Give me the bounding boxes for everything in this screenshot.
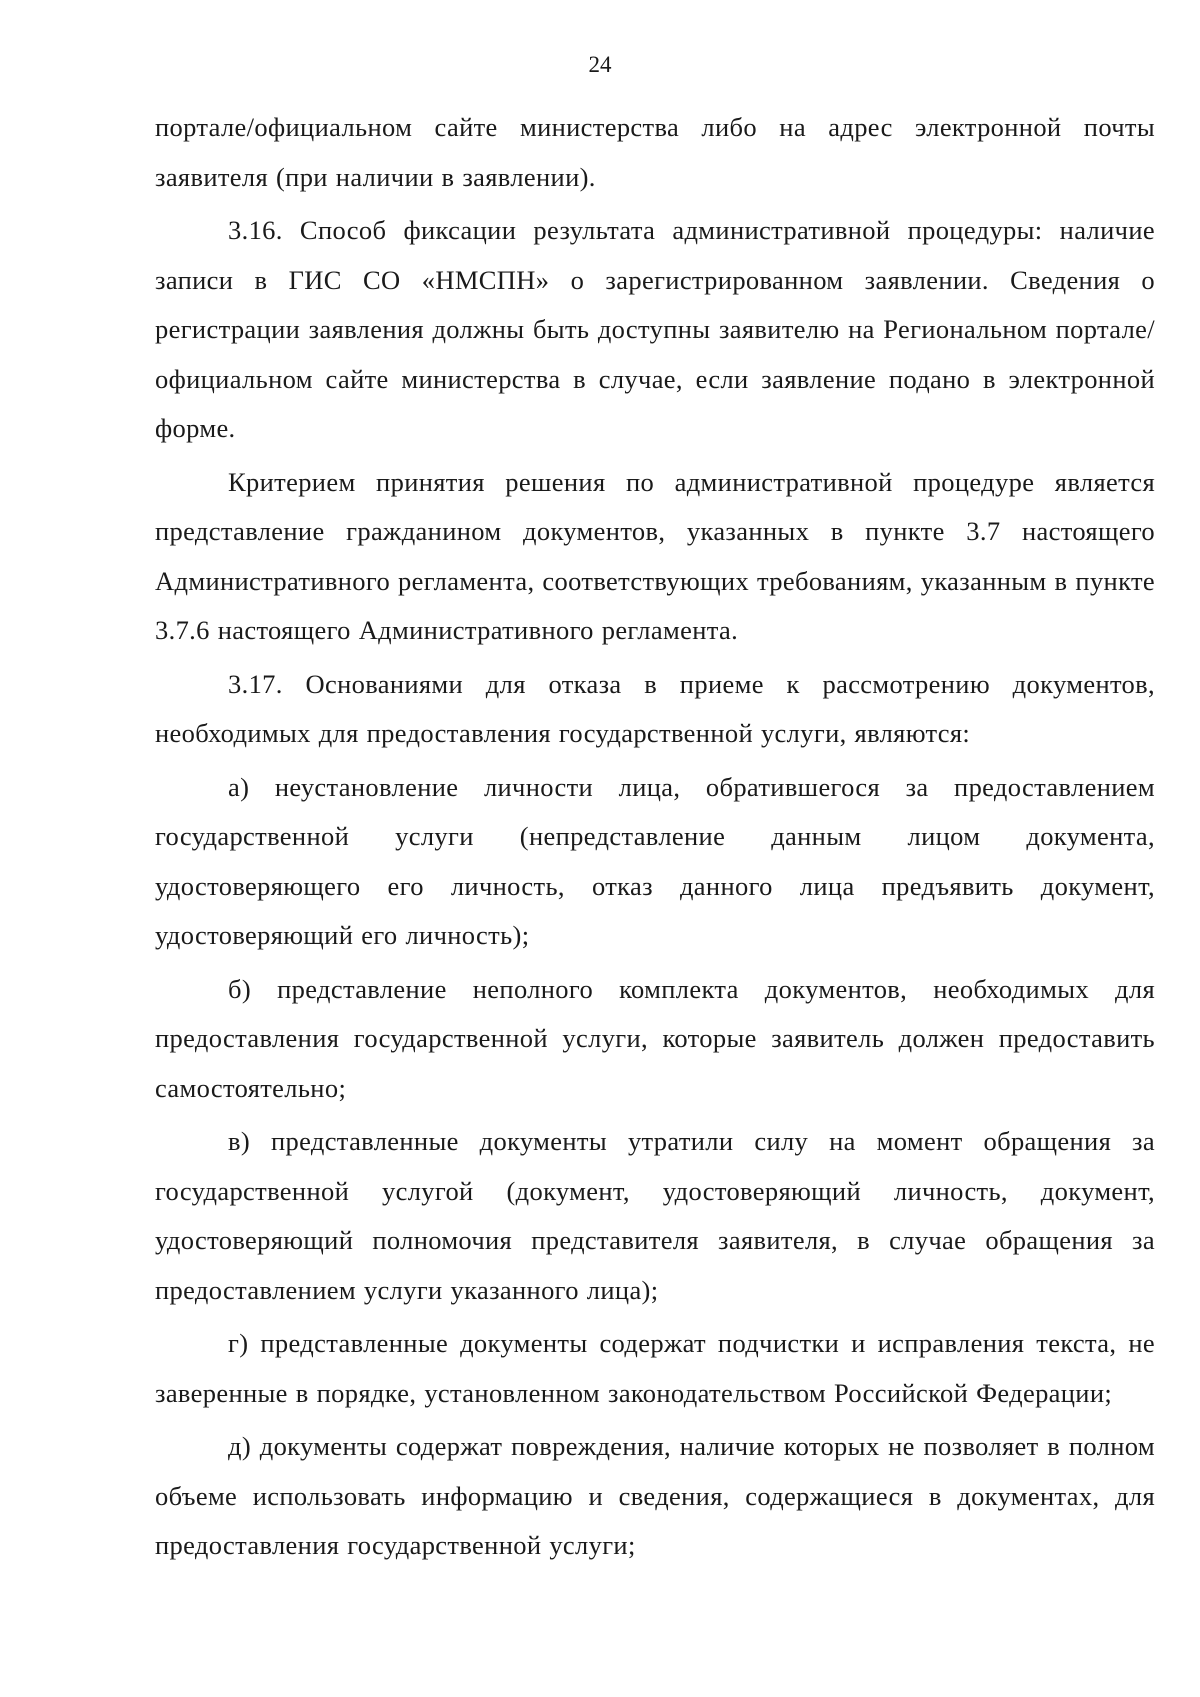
paragraph-continuation: порталe/официальном сайте министерства либо на адрес электронной почты заявителя (при наличии в заявлении). [155, 112, 1155, 192]
paragraph-3-17: 3.17. Основаниями для отказа в приеме к рассмотрению документов, необходимых для предоставления государственной услуги, являются: [155, 668, 1155, 748]
paragraph-decision-criterion: Критерием принятия решения по административной процедуре является представление гражданином документов, указанных в пункте 3.7 настоящего Административного регламента, соответствующих требованиям, указанным в пункте 3.7.6 настоящего Административного регламента. [155, 466, 1155, 645]
paragraph-3-16: 3.16. Способ фиксации результата административной процедуры: наличие записи в ГИС СО «НМСПН» о зарегистрированном заявлении. Сведения о регистрации заявления должны быть доступны заявителю на Региональном портале/официальном сайте министерства в случае, если заявление подано в электронной форме. [155, 215, 1155, 443]
document-body [155, 103, 1155, 1575]
page-number: 24 [588, 52, 612, 77]
list-item-b: б) представление неполного комплекта документов, необходимых для предоставления государственной услуги, которые заявитель должен предоставить самостоятельно; [155, 973, 1155, 1103]
list-item-v: в) представленные документы утратили силу на момент обращения за государственной услугой (документ, удостоверяющий личность, документ, удостоверяющий полномочия представителя заявителя, в случае обращения за предоставлением услуги указанного лица); [155, 1126, 1155, 1305]
list-item-d: д) документы содержат повреждения, наличие которых не позволяет в полном объеме использовать информацию и сведения, содержащиеся в документах, для предоставления государственной услуги; [155, 1431, 1155, 1560]
list-item-a: а) неустановление личности лица, обратившегося за предоставлением государственной услуги (непредставление данным лицом документа, удостоверяющего его личность, отказ данного лица предъявить документ, удостоверяющий его личность); [155, 771, 1155, 950]
list-item-g: г) представленные документы содержат подчистки и исправления текста, не заверенные в порядке, установленном законодательством Российской Федерации; [155, 1328, 1155, 1408]
